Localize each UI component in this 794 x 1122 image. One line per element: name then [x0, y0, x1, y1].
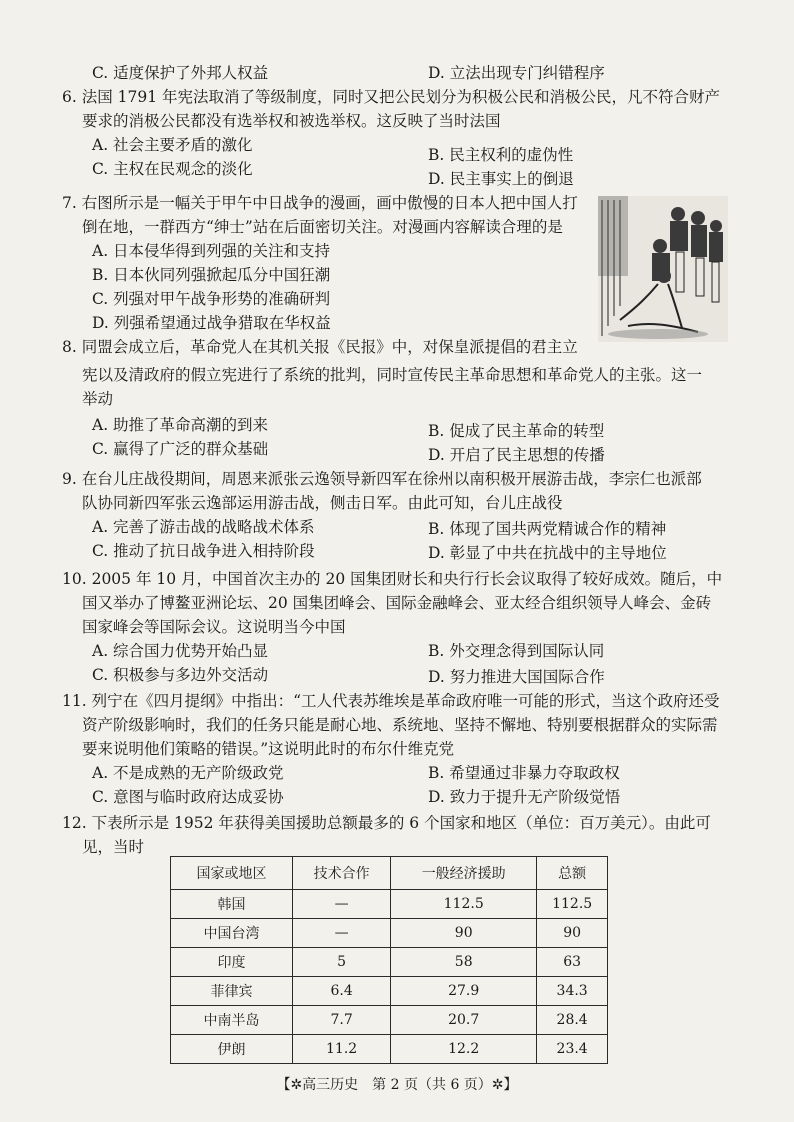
q9-option-a: A. 完善了游击战的战略战术体系	[92, 518, 315, 536]
q11-stem-1: 11. 列宁在《四月提纲》中指出：“工人代表苏维埃是革命政府唯一可能的形式，当这个政府还受	[62, 692, 720, 710]
q11-option-d: D. 致力于提升无产阶级觉悟	[428, 788, 621, 806]
q9-stem-2: 队协同新四军张云逸部运用游击战，侧击日军。由此可知，台儿庄战役	[82, 494, 563, 512]
q5-option-d: D. 立法出现专门纠错程序	[428, 64, 605, 82]
table-cell: —	[293, 890, 391, 919]
table-cell: 90	[537, 919, 608, 948]
q6-stem-2: 要求的消极公民都没有选举权和被选举权。这反映了当时法国	[82, 112, 501, 130]
table-cell: 7.7	[293, 1006, 391, 1035]
q6-option-a: A. 社会主要矛盾的激化	[92, 136, 253, 154]
table-cell: 58	[391, 948, 537, 977]
q10-option-a: A. 综合国力优势开始凸显	[92, 642, 269, 660]
table-cell: 23.4	[537, 1035, 608, 1064]
table-header-cell: 一般经济援助	[391, 857, 537, 890]
table-cell: 11.2	[293, 1035, 391, 1064]
table-cell: 90	[391, 919, 537, 948]
table-cell: 中南半岛	[171, 1006, 293, 1035]
q8-stem-2: 宪以及清政府的假立宪进行了系统的批判，同时宣传民主革命思想和革命党人的主张。这一	[82, 366, 703, 384]
table-header-cell: 总额	[537, 857, 608, 890]
table-cell: 27.9	[391, 977, 537, 1006]
table-cell: 6.4	[293, 977, 391, 1006]
table-cell: 伊朗	[171, 1035, 293, 1064]
q6-option-c: C. 主权在民观念的淡化	[92, 160, 253, 178]
q9-option-b: B. 体现了国共两党精诚合作的精神	[428, 520, 667, 538]
q11-stem-2: 资产阶级影响时，我们的任务只能是耐心地、系统地、坚持不懈地、特别要根据群众的实际需	[82, 716, 718, 734]
table-cell: 112.5	[391, 890, 537, 919]
q10-option-c: C. 积极参与多边外交活动	[92, 666, 269, 684]
q7-option-c: C. 列强对甲午战争形势的准确研判	[92, 290, 331, 308]
q7-option-d: D. 列强希望通过战争猎取在华权益	[92, 314, 331, 332]
table-row	[171, 948, 608, 977]
q10-stem-3: 国家峰会等国际会议。这说明当今中国	[82, 618, 346, 636]
q10-stem-1: 10. 2005 年 10 月，中国首次主办的 20 国集团财长和央行行长会议取得了较好成效。随后，中	[62, 570, 723, 588]
table-row	[171, 890, 608, 919]
table-cell: —	[293, 919, 391, 948]
table-cell: 12.2	[391, 1035, 537, 1064]
q10-stem-2: 国又举办了博鳌亚洲论坛、20 国集团峰会、国际金融峰会、亚太经合组织领导人峰会、金砖	[82, 594, 712, 612]
us-aid-table	[170, 856, 608, 1064]
q7-option-b: B. 日本伙同列强掀起瓜分中国狂潮	[92, 266, 331, 284]
sino-japanese-war-cartoon-image	[598, 196, 728, 342]
table-cell: 112.5	[537, 890, 608, 919]
q7-stem-1: 7. 右图所示是一幅关于甲午中日战争的漫画，画中傲慢的日本人把中国人打	[62, 194, 578, 212]
q8-option-c: C. 赢得了广泛的群众基础	[92, 440, 269, 458]
q11-option-b: B. 希望通过非暴力夺取政权	[428, 764, 620, 782]
q12-stem-2: 见，当时	[82, 838, 145, 856]
table-cell: 中国台湾	[171, 919, 293, 948]
q5-option-c: C. 适度保护了外邦人权益	[92, 64, 269, 82]
q8-option-b: B. 促成了民主革命的转型	[428, 422, 605, 440]
table-cell: 菲律宾	[171, 977, 293, 1006]
table-cell: 20.7	[391, 1006, 537, 1035]
q6-option-d: D. 民主事实上的倒退	[428, 170, 574, 188]
q10-option-d: D. 努力推进大国国际合作	[428, 668, 605, 686]
q8-option-d: D. 开启了民主思想的传播	[428, 446, 605, 464]
q7-option-a: A. 日本侵华得到列强的关注和支持	[92, 242, 331, 260]
page-footer: 【✲高三历史 第 2 页（共 6 页）✲】	[276, 1077, 518, 1093]
q9-stem-1: 9. 在台儿庄战役期间，周恩来派张云逸领导新四军在徐州以南积极开展游击战，李宗仁也派部	[62, 470, 702, 488]
table-row	[171, 1035, 608, 1064]
q8-stem-1: 8. 同盟会成立后，革命党人在其机关报《民报》中，对保皇派提倡的君主立	[62, 338, 578, 356]
table-cell: 印度	[171, 948, 293, 977]
table-row	[171, 977, 608, 1006]
table-header-cell: 国家或地区	[171, 857, 293, 890]
table-header-cell: 技术合作	[293, 857, 391, 890]
table-cell: 34.3	[537, 977, 608, 1006]
q6-stem-1: 6. 法国 1791 年宪法取消了等级制度，同时又把公民划分为积极公民和消极公民，凡不符合财产	[62, 88, 721, 106]
q6-option-b: B. 民主权利的虚伪性	[428, 146, 574, 164]
q9-option-c: C. 推动了抗日战争进入相持阶段	[92, 542, 315, 560]
q8-stem-3: 举动	[82, 390, 114, 408]
q8-option-a: A. 助推了革命高潮的到来	[92, 416, 269, 434]
q7-stem-2: 倒在地，一群西方“绅士”站在后面密切关注。对漫画内容解读合理的是	[82, 218, 563, 236]
table-cell: 5	[293, 948, 391, 977]
q10-option-b: B. 外交理念得到国际认同	[428, 642, 605, 660]
q9-option-d: D. 彰显了中共在抗战中的主导地位	[428, 544, 667, 562]
table-cell: 63	[537, 948, 608, 977]
table-cell: 28.4	[537, 1006, 608, 1035]
q11-option-c: C. 意图与临时政府达成妥协	[92, 788, 284, 806]
table-row	[171, 919, 608, 948]
table-header-row	[171, 857, 608, 890]
q11-option-a: A. 不是成熟的无产阶级政党	[92, 764, 284, 782]
q12-stem-1: 12. 下表所示是 1952 年获得美国援助总额最多的 6 个国家和地区（单位：百万美元）。由此可	[62, 814, 711, 832]
table-cell: 韩国	[171, 890, 293, 919]
table-row	[171, 1006, 608, 1035]
q11-stem-3: 要来说明他们策略的错误。”这说明此时的布尔什维克党	[82, 740, 455, 758]
